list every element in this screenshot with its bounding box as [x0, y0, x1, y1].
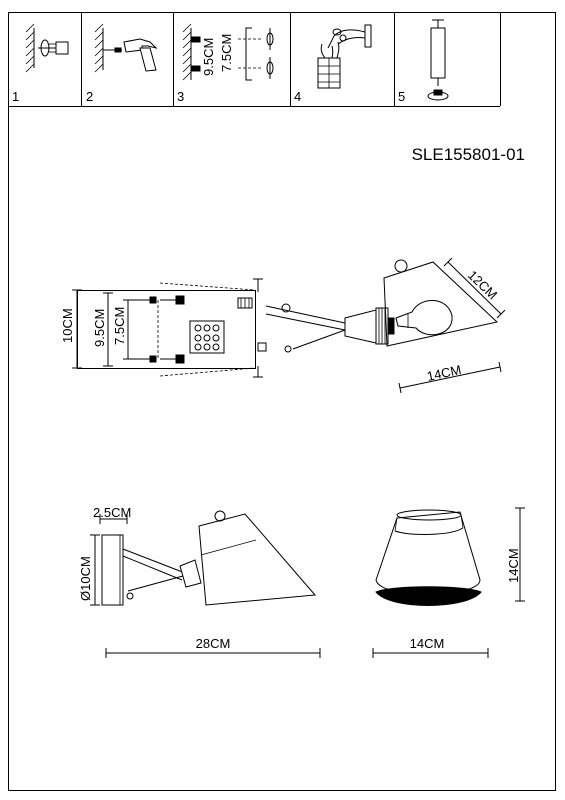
side-view-lamp	[102, 511, 315, 605]
step-5-knob-illustration	[428, 20, 448, 100]
step-4-number: 4	[294, 89, 302, 104]
step-5-number: 5	[398, 89, 406, 104]
dim-height-10cm: 10CM	[60, 308, 75, 343]
step-1-drill-illustration	[26, 24, 68, 72]
dim-plate-diameter: Ø10CM	[78, 556, 93, 601]
step-3-number: 3	[177, 89, 185, 104]
dim-front-height-14cm: 14CM	[506, 548, 521, 583]
dim-shade-side-12cm: 12CM	[464, 267, 501, 303]
step-4-wiring-illustration	[318, 25, 371, 88]
terminal-block	[190, 321, 224, 353]
step-2-number: 2	[86, 89, 94, 104]
dim-total-length-28cm: 28CM	[195, 636, 231, 651]
step-2-hammer-illustration	[95, 24, 156, 72]
dim-height-9-5cm: 9.5CM	[92, 308, 107, 347]
model-code: SLE155801-01	[411, 145, 525, 164]
page-border	[9, 13, 556, 791]
dim-shade-width-14cm: 14CM	[425, 362, 463, 384]
dim-plate-depth-2-5cm: 2.5CM	[93, 505, 132, 520]
step-3-label-7-5cm: 7.5CM	[219, 33, 234, 72]
mounting-bracket-view	[72, 260, 497, 377]
step-3-label-9-5cm: 9.5CM	[201, 37, 216, 76]
step-1-number: 1	[12, 89, 20, 104]
dim-front-width-14cm: 14CM	[409, 636, 445, 651]
front-view-shade	[376, 510, 481, 606]
dim-height-7-5cm: 7.5CM	[112, 306, 127, 345]
